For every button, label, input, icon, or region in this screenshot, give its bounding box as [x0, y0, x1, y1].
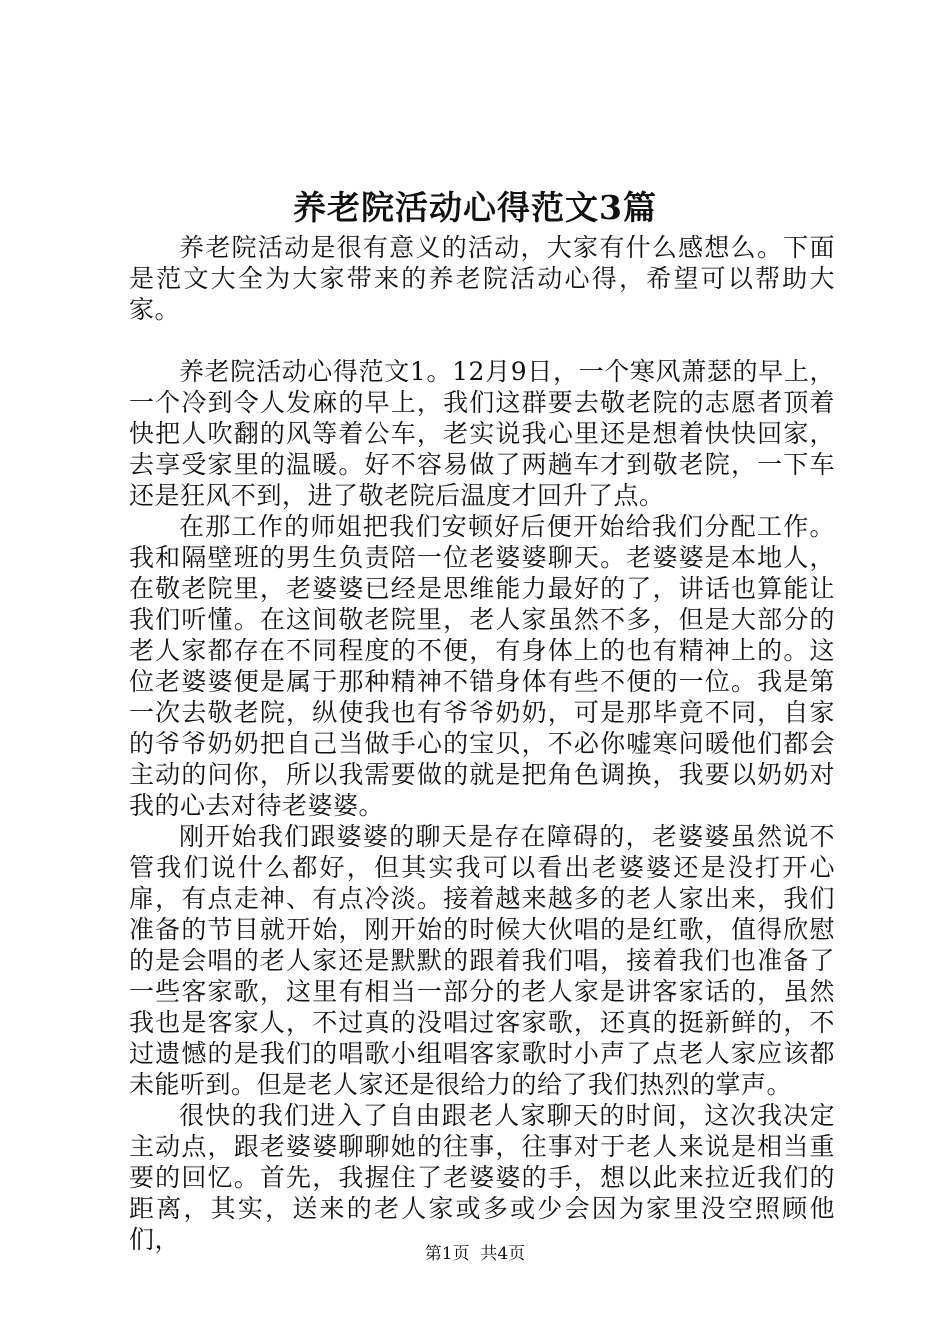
document-title: 养老院活动心得范文3篇: [293, 188, 657, 227]
paragraph-gap: [129, 325, 835, 356]
page-number-footer: 第1页 共4页: [424, 1244, 526, 1264]
body-paragraph-4: 很快的我们进入了自由跟老人家聊天的时间，这次我决定主动点，跟老婆婆聊聊她的往事，往事对于老人来说是相当重要的回忆。首先，我握住了老婆婆的手，想以此来拉近我们的距离，其实，送来的老人家或多或少会因为家里没空照顾他们，: [129, 1101, 835, 1254]
document-body: [129, 232, 835, 1255]
intro-paragraph: 养老院活动是很有意义的活动，大家有什么感想么。下面是范文大全为大家带来的养老院活动心得，希望可以帮助大家。: [129, 233, 835, 324]
body-paragraph-3: 刚开始我们跟婆婆的聊天是存在障碍的，老婆婆虽然说不管我们说什么都好，但其实我可以看出老婆婆还是没打开心扉，有点走神、有点冷淡。接着越来越多的老人家出来，我们准备的节目就开始，刚开始的时候大伙唱的是红歌，值得欣慰的是会唱的老人家还是默默的跟着我们唱，接着我们也准备了一些客家歌，这里有相当一部分的老人家是讲客家话的，虽然我也是客家人，不过真的没唱过客家歌，还真的挺新鲜的，不过遗憾的是我们的唱歌小组唱客家歌时小声了点老人家应该都未能听到。但是老人家还是很给力的给了我们热烈的掌声。: [129, 822, 835, 1099]
body-paragraph-1: 养老院活动心得范文1。12月9日，一个寒风萧瑟的早上，一个冷到令人发麻的早上，我们这群要去敬老院的志愿者顶着快把人吹翻的风等着公车，老实说我心里还是想着快快回家，去享受家里的温暖。好不容易做了两趟车才到敬老院，一下车还是狂风不到，进了敬老院后温度才回升了点。: [129, 357, 835, 510]
body-paragraph-2: 在那工作的师姐把我们安顿好后便开始给我们分配工作。我和隔壁班的男生负责陪一位老婆婆聊天。老婆婆是本地人，在敬老院里，老婆婆已经是思维能力最好的了，讲话也算能让我们听懂。在这间敬老院里，老人家虽然不多，但是大部分的老人家都存在不同程度的不便，有身体上的也有精神上的。这位老婆婆便是属于那种精神不错身体有些不便的一位。我是第一次去敬老院，纵使我也有爷爷奶奶，可是那毕竟不同，自家的爷爷奶奶把自己当做手心的宝贝，不必你嘘寒问暖他们都会主动的问你，所以我需要做的就是把角色调换，我要以奶奶对我的心去对待老婆婆。: [129, 512, 835, 820]
